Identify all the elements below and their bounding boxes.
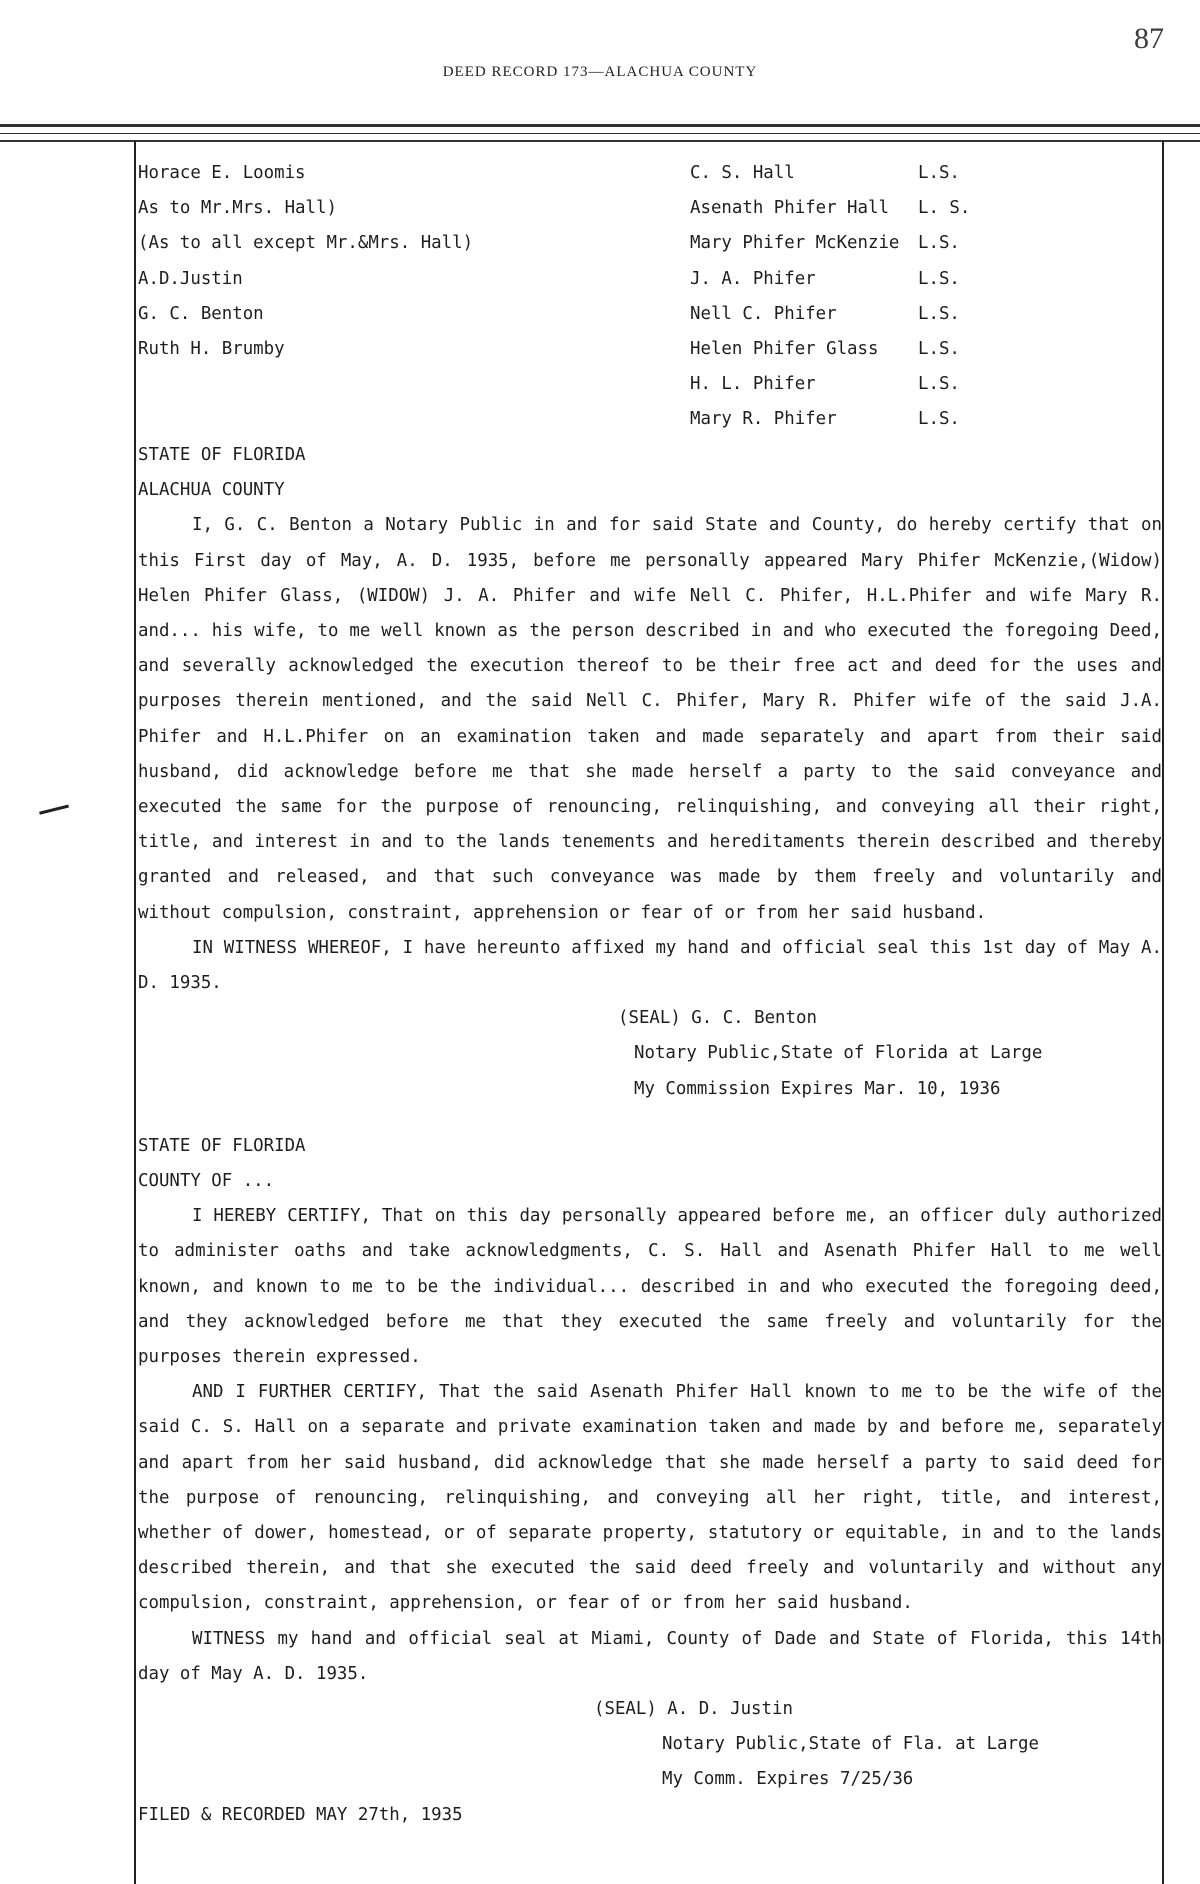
further-certification: AND I FURTHER CERTIFY, That the said Asenath Phifer Hall known to me to be the wife of the said C. S. Hall on a separate and private examination taken and made by and before me, separately and apart from her said husband, did acknowledge that she made herself a party to said deed for the purpose of renouncing, relinquishing, and conveying all her right, title, and interest, whether of dower, homestead, or of separate property, statutory or equitable, in and to the lands described therein, and that she executed the said deed freely and voluntarily and without any compulsion, constraint, apprehension, or fear of or from her said husband.: [138, 1382, 1162, 1614]
certification-body: I HEREBY CERTIFY, That on this day personally appeared before me, an officer duly authorized to administer oaths and take acknowledgments, C. S. Hall and Asenath Phifer Hall to me well known, and known to me to be the individual... described in and who executed the foregoing deed, and they acknowledged before me that they executed the same freely and voluntarily for the purposes therein expressed.: [138, 1206, 1162, 1367]
record-header: DEED RECORD 173—ALACHUA COUNTY: [442, 64, 758, 80]
acknowledgment-alachua: [138, 438, 1162, 1107]
grantor-signature: [690, 332, 970, 367]
grantor-signature: [690, 262, 970, 297]
notary-commission-expiry: My Comm. Expires 7/25/36: [662, 1769, 914, 1790]
grantor-signature: [690, 191, 970, 226]
grantor-name: Mary Phifer McKenzie: [690, 233, 900, 254]
county-heading: COUNTY OF ...: [138, 1170, 275, 1191]
seal-mark: L.S.: [918, 303, 960, 324]
grantor-signature: [690, 226, 970, 261]
deed-document: [138, 156, 1162, 1833]
witness-signature: As to Mr.Mrs. Hall): [138, 198, 337, 219]
seal-mark: L.S.: [918, 409, 960, 430]
seal-mark: L. S.: [918, 198, 971, 219]
filing-record: FILED & RECORDED MAY 27th, 1935: [138, 1804, 463, 1825]
grantor-signature: [690, 156, 970, 191]
notary-commission-expiry: My Commission Expires Mar. 10, 1936: [634, 1078, 1001, 1099]
witness-signature: (As to all except Mr.&Mrs. Hall): [138, 233, 474, 254]
witness-signature: Horace E. Loomis: [138, 163, 306, 183]
acknowledgment-body: I, G. C. Benton a Notary Public in and for said State and County, do hereby certify that on this First day of May, A. D. 1935, before me personally appeared Mary Phifer McKenzie,(Widow) Helen Phifer Glass, (WIDOW) J. A. Phifer and wife Nell C. Phifer, H.L.Phifer and wife Mary R. and... his wife, to me well known as the person described in and who executed the foregoing Deed, and severally acknowledged the execution thereof to be their free act and deed for the uses and purposes therein mentioned, and the said Nell C. Phifer, Mary R. Phifer wife of the said J.A. Phifer and H.L.Phifer on an examination taken and made separately and apart from their said husband, did acknowledge before me that she made herself a party to the said conveyance and executed the same for the purpose of renouncing, relinquishing, and conveying all their right, title, and interest in and to the lands tenements and hereditaments therein described and thereby granted and released, and that such conveyance was made by them freely and voluntarily and without compulsion, constraint, apprehension or fear of or from her said husband.: [138, 515, 1162, 923]
grantor-signature: [690, 367, 970, 402]
grantor-signature: [690, 297, 970, 332]
seal-mark: L.S.: [918, 338, 960, 359]
notary-title: Notary Public,State of Fla. at Large: [662, 1734, 1039, 1755]
notary-title: Notary Public,State of Florida at Large: [634, 1043, 1043, 1064]
notary-signature-justin: [594, 1692, 1162, 1798]
left-margin-line: [134, 140, 136, 1884]
grantor-name: H. L. Phifer: [690, 374, 816, 395]
header-rule-top: [0, 124, 1200, 127]
grantor-name: Helen Phifer Glass: [690, 338, 879, 359]
header-rule-bottom: [0, 140, 1200, 142]
witness-signature: Ruth H. Brumby: [138, 338, 285, 359]
county-heading: ALACHUA COUNTY: [138, 480, 285, 501]
seal-mark: L.S.: [918, 268, 960, 289]
acknowledgment-dade: [138, 1129, 1162, 1798]
grantor-name: C. S. Hall: [690, 163, 795, 183]
page-number: 87: [1134, 22, 1164, 55]
grantor-name: Nell C. Phifer: [690, 303, 837, 324]
seal-mark: L.S.: [918, 163, 960, 183]
notary-seal-name: (SEAL) A. D. Justin: [594, 1699, 793, 1719]
notary-signature-benton: [618, 1001, 1162, 1107]
margin-check-mark: [39, 805, 71, 823]
signature-block: [138, 156, 1162, 438]
grantor-signatures: [690, 156, 970, 438]
grantor-name: Asenath Phifer Hall: [690, 198, 889, 219]
right-margin-line: [1162, 140, 1164, 1884]
notary-seal-name: (SEAL) G. C. Benton: [618, 1008, 817, 1029]
witness-clause: WITNESS my hand and official seal at Miami, County of Dade and State of Florida, this 14th day of May A. D. 1935.: [138, 1628, 1162, 1684]
seal-mark: L.S.: [918, 233, 960, 254]
state-heading: STATE OF FLORIDA: [138, 1135, 306, 1156]
witness-clause: IN WITNESS WHEREOF, I have hereunto affixed my hand and official seal this 1st day of May A. D. 1935.: [138, 937, 1162, 994]
grantor-name: Mary R. Phifer: [690, 409, 837, 430]
witness-signature: G. C. Benton: [138, 303, 264, 324]
seal-mark: L.S.: [918, 374, 960, 395]
witness-signature: A.D.Justin: [138, 268, 243, 289]
grantor-name: J. A. Phifer: [690, 268, 816, 289]
header-rule-middle: [0, 133, 1200, 134]
state-heading: STATE OF FLORIDA: [138, 445, 306, 465]
grantor-signature: [690, 402, 970, 437]
witness-signatures: [138, 156, 473, 367]
